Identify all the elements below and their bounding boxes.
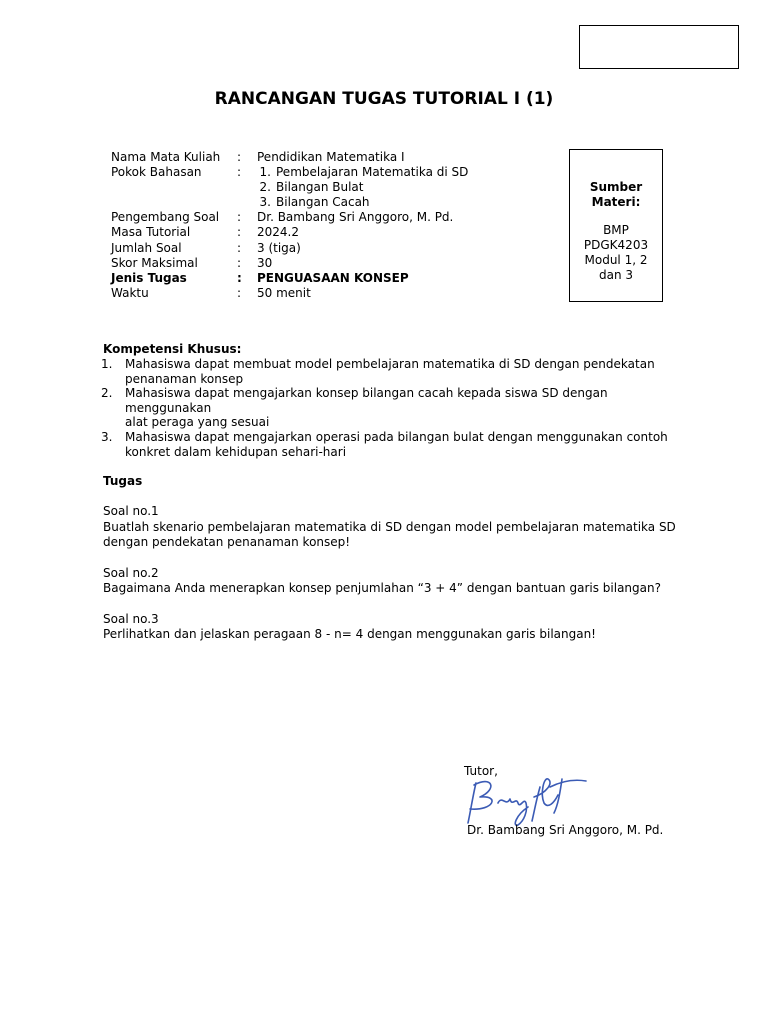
topic-list (254, 165, 468, 210)
question-text: Buatlah skenario pembelajaran matematika di SD dengan model pembelajaran matematika SD (103, 519, 676, 534)
info-colon: : (237, 210, 242, 225)
info-row-question-count (111, 241, 551, 256)
info-colon: : (237, 240, 242, 255)
topic-item: 2. Bilangan Bulat (259, 180, 364, 195)
tutor-label: Tutor, (464, 764, 498, 778)
info-colon: : (237, 150, 242, 164)
info-value: 3 (tiga) (257, 240, 301, 255)
info-label: Skor Maksimal (111, 255, 198, 270)
info-colon: : (237, 255, 242, 270)
info-label: Waktu (111, 286, 149, 301)
competency-item: 3. Mahasiswa dapat mengajarkan operasi pada bilangan bulat dengan menggunakan contoh konkret dalam kehidupan sehari-hari (101, 429, 668, 459)
info-colon: : (237, 270, 242, 285)
source-material-box (569, 149, 663, 302)
info-row-period (111, 225, 551, 240)
question-item (103, 566, 683, 597)
tasks-section (103, 474, 683, 658)
info-value: Pendidikan Matematika I (257, 150, 405, 164)
document-title: RANCANGAN TUGAS TUTORIAL I (1) (214, 89, 554, 109)
info-value: 50 menit (257, 286, 311, 301)
topic-item: 3. Bilangan Cacah (259, 195, 370, 210)
competency-item: 2. Mahasiswa dapat mengajarkan konsep bilangan cacah kepada siswa SD dengan menggunakan alat peraga yang sesuai (101, 386, 608, 430)
info-colon: : (237, 225, 242, 240)
tasks-heading: Tugas (103, 474, 143, 488)
question-text: Bagaimana Anda menerapkan konsep penjumlahan “3 + 4” dengan bantuan garis bilangan? (103, 581, 661, 595)
question-label: Soal no.2 (103, 565, 159, 580)
info-label: Jenis Tugas (111, 270, 187, 285)
info-value: 30 (257, 255, 273, 270)
info-colon: : (237, 165, 242, 180)
info-row-topic (111, 165, 551, 210)
competency-section (103, 342, 683, 459)
info-label: Pokok Bahasan (111, 165, 202, 180)
info-row-course-name (111, 150, 551, 165)
info-value: 2024.2 (257, 225, 299, 240)
info-label: Masa Tutorial (111, 225, 191, 240)
top-right-empty-box (579, 25, 739, 69)
info-label: Jumlah Soal (111, 240, 182, 255)
question-item (103, 612, 683, 643)
tutor-name: Dr. Bambang Sri Anggoro, M. Pd. (467, 823, 664, 837)
info-colon: : (237, 286, 242, 301)
handwritten-signature (462, 767, 592, 829)
competency-item: 1. Mahasiswa dapat membuat model pembelajaran matematika di SD dengan pendekatan penanaman konsep (101, 357, 655, 386)
question-text: Perlihatkan dan jelaskan peragaan 8 - n= 4 dengan menggunakan garis bilangan! (103, 627, 596, 641)
source-material-heading: Sumber Materi: (589, 180, 643, 209)
info-row-developer (111, 210, 551, 225)
question-label: Soal no.3 (103, 611, 159, 626)
topic-item: 1. Pembelajaran Matematika di SD (259, 165, 469, 180)
info-value: PENGUASAAN KONSEP (257, 270, 409, 285)
info-label: Nama Mata Kuliah (111, 150, 221, 164)
info-label: Pengembang Soal (111, 210, 220, 225)
question-item (103, 504, 683, 551)
question-label: Soal no.1 (103, 504, 159, 518)
competency-heading: Kompetensi Khusus: (103, 342, 242, 356)
competency-list (103, 357, 683, 459)
info-value: Dr. Bambang Sri Anggoro, M. Pd. (257, 210, 454, 225)
info-row-max-score (111, 256, 551, 271)
info-row-task-type (111, 271, 551, 286)
source-material-details: BMP PDGK4203 Modul 1, 2 dan 3 (583, 223, 649, 282)
info-row-duration (111, 286, 551, 301)
question-text: dengan pendekatan penanaman konsep! (103, 535, 351, 549)
course-info (111, 150, 551, 301)
